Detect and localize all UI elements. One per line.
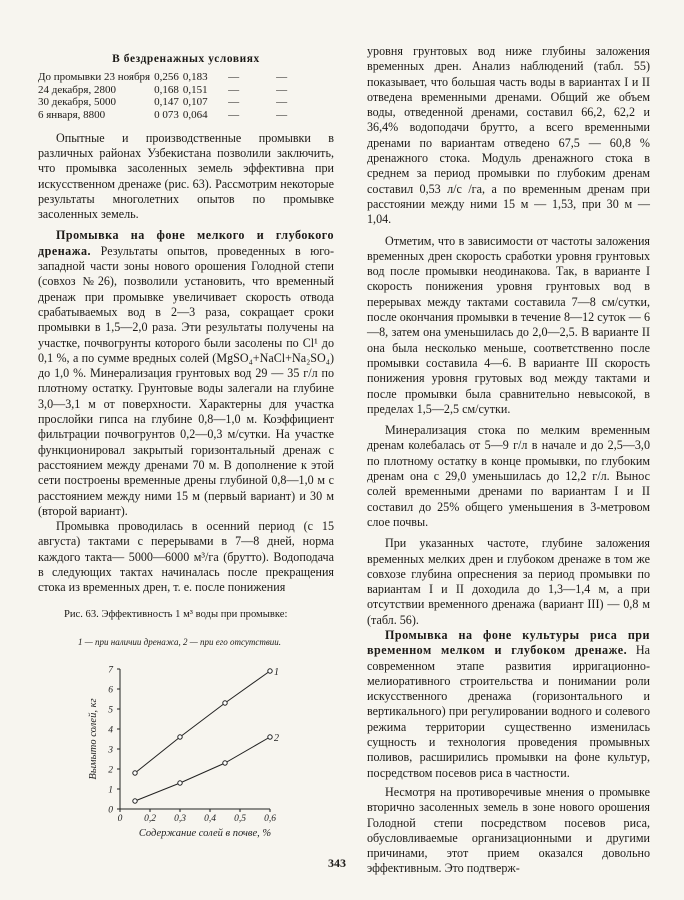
x-tick-label: 0,6 (264, 814, 276, 824)
x-tick-label: 0,4 (204, 814, 216, 824)
table-title: В бездренажных условиях (112, 53, 260, 65)
figure-legend: 1 — при наличии дренажа, 2 — при его отсутствии. (78, 637, 282, 647)
table-cell-v4: — (276, 83, 288, 96)
series-1-line (135, 671, 270, 773)
section-heading-rice: Промывка на фоне культуры риса при временном мелком и глубоком дренаже. (367, 627, 650, 658)
y-tick-label: 4 (108, 725, 113, 736)
table-cell-v4: — (276, 96, 288, 109)
series-1-label: 1 (274, 667, 279, 678)
x-tick-label: 0,5 (234, 814, 246, 824)
table-cell-v1: 0,147 (154, 96, 179, 109)
left-paragraph-3: Промывка проводилась в осенний период (с 15 августа) тактами с перерывами в 7—8 дней, норма каждого такта— 5000—6000 м³/га (брутто). Водоподача в следующих тактах начиналась после прекращения стока из временных дрен, т. е. после понижения (38, 519, 334, 595)
left-column (38, 44, 334, 596)
table-cell-v3: — (228, 83, 240, 96)
y-axis-label: Вымыто солей, кг (88, 698, 99, 780)
x-axis-label: Содержание солей в почве, % (138, 828, 272, 839)
table-cell-v1: 0,256 (154, 71, 179, 84)
table-row (38, 109, 308, 122)
right-paragraph-2: Отметим, что в зависимости от частоты заложения временных дрен скорость сработки уровня грунтовых вод после промывки неодинакова. Так, в варианте I скорость понижения уровня грунтовых вод в перерывах между тактами составила 7—8 см/сутки, после окончания промывки в течение 8—12 суток — 6—8, затем она уменьшилась до 2,0—2,5. В варианте II она была несколько меньше, соответственно после промывки составила 4—6. В варианте III скорость понижения уровня грутовых вод между тактами и после промывки была сравнительно невысокой, в пределах 1,5—2,5 см/сутки. (367, 233, 650, 416)
series-1-point (178, 735, 182, 739)
table-cell-v2: 0,064 (182, 109, 208, 122)
figure-63 (38, 609, 334, 839)
table-cell-v2: 0,151 (182, 83, 208, 96)
y-tick-label: 5 (108, 705, 113, 716)
table-cell-v2: 0,107 (182, 96, 208, 109)
table-cell-v2: 0,183 (182, 71, 208, 84)
left-paragraph-2-text: Результаты опытов, проведенных в юго-западной части зоны нового орошения Голодной степи (совхоз №26), позволили установить, что временный дренаж при промывке увеличивает скорость отвода срабатываемых вод в 2—3 раза, сокращает сроки промывки в 1,5—2,0 раза. Эти результаты получены на участке, почвогрунты которого были засолены по Cl¹ до 0,1 %, а по сумме вредных солей (MgSO₄+NaCl+Na₂SO₄) до 1,0 %. Минерализация грунтовых вод 29 — 35 г/л по плотному остатку. Грунтовые воды залегали на глубине 3,0—3,1 м от поверхности. Характерны для участка прослойки гипса на глубине 0,8—1,0 м. Коэффициент фильтрации почвогрунтов 0,2—0,3 м/сутки. На участке функционировал закрытый горизонтальный дренаж с расстоянием между дренами 70 м. В дополнение к этой сети построены временные дрены глубиной 0,8—1,0 м с расстоянием между ними 15 м (первый вариант) и 30 м (второй вариант). (38, 243, 334, 518)
series-2-point (268, 735, 272, 739)
table-cell-label: До промывки 23 ноября (38, 71, 151, 84)
right-paragraph-1: уровня грунтовых вод ниже глубины заложения временных дрен. Анализ наблюдений (табл. 55) показывает, что большая часть воды в вариантах I и II отведена временными дренами. Общий же объем воды, отведенной дренами, составил 66,2, 62,2 и 36,4% водоподачи брутто, а всего временными дренами по вариантам отведено 67,5 — 60,8 % дренажного стока. Модуль дренажного стока в среднем за период промывки по глубоким дренам составил 0,53 л/с /га, а по временным дренам при расстоянии между ними 15 м — 1,53, при 30 м — 1,04. (367, 44, 650, 227)
line-chart (38, 657, 334, 847)
series-1-point (223, 701, 227, 705)
y-tick-label: 0 (108, 805, 113, 816)
x-tick-label: 0,2 (144, 814, 156, 824)
table-cell-v3: — (228, 96, 240, 109)
y-tick-label: 1 (108, 785, 113, 796)
x-tick-label: 0 (117, 814, 123, 824)
series-2-point (178, 781, 182, 785)
series-2-label: 2 (274, 733, 279, 744)
y-tick-label: 2 (108, 765, 113, 776)
right-column (367, 44, 650, 877)
table-cell-label: 30 декабря, 5000 (38, 96, 116, 109)
figure-caption: Рис. 63. Эффективность 1 м³ воды при промывке: (64, 609, 288, 620)
series-1-point (268, 669, 272, 673)
left-paragraph-2 (38, 228, 334, 519)
series-2-line (135, 737, 270, 801)
right-paragraph-5-text: На современном этапе развития ирригационно-мелиоративного строительства и понимании роли искусственного дренажа (горизонтального и вертикального) при регулировании водного и солевого режима территории существенно изменилась сущность и технология проведения промывных поливов, расширились промывки на фоне культур, посредством посевов риса в частности. (367, 643, 650, 780)
y-tick-label: 3 (108, 745, 113, 756)
series-2-point (133, 799, 137, 803)
flush-table (38, 71, 308, 121)
left-paragraph-1: Опытные и производственные промывки в различных районах Узбекистана позволили заключить, что промывка засоленных земель эффективна при искусственном дренаже (рис. 63). Рассмотрим некоторые результаты многолетних опытов по промывке засоленных земель. (38, 130, 334, 222)
y-tick-label: 6 (108, 685, 113, 696)
right-paragraph-3: Минерализация стока по мелким временным дренам колебалась от 5—9 г/л в начале и до 2,5—3,0 по плотному остатку в конце промывки, по глубоким дренам она с 29,0 уменьшилась до 12,2 г/л. Вынос солей временными дренами по вариантам I и II составил до 25% общего уменьшения в 3-метровом слое почвы. (367, 423, 650, 529)
series-1-point (133, 771, 137, 775)
section-heading-drainage: Промывка на фоне мелкого и глубокого дренажа. (38, 228, 334, 258)
table-cell-v3: — (228, 109, 240, 122)
table-cell-label: 24 декабря, 2800 (38, 83, 116, 96)
table-cell-v1: 0 073 (154, 109, 179, 122)
series-2-point (223, 761, 227, 765)
y-tick-label: 7 (108, 665, 113, 676)
x-tick-label: 0,3 (174, 814, 186, 824)
table-row (38, 71, 308, 84)
table-cell-v4: — (276, 71, 288, 84)
page-number: 343 (328, 856, 346, 870)
right-paragraph-5 (367, 628, 650, 781)
table-cell-v1: 0,168 (154, 83, 179, 96)
table-cell-label: 6 января, 8800 (38, 109, 106, 122)
table-row (38, 84, 308, 97)
right-paragraph-4: При указанных частоте, глубине заложения временных мелких дрен и глубоком дренаже в том же совхозе глубина опреснения за период промывки по вариантам I и II доходила до 1,3—1,4 м, а при отсутствии временного дренажа (вариант III) — 0,8 м (табл. 56). (367, 536, 650, 627)
table-cell-v3: — (228, 71, 240, 84)
table-cell-v4: — (276, 109, 288, 122)
right-paragraph-6: Несмотря на противоречивые мнения о промывке вторично засоленных земель в зоне нового орошения Голодной степи посредством посевов риса, обусловливаемые организационными и другими причинами, этот прием оказался довольно эффективным. Это подтверж- (367, 784, 650, 876)
table-row (38, 96, 308, 109)
